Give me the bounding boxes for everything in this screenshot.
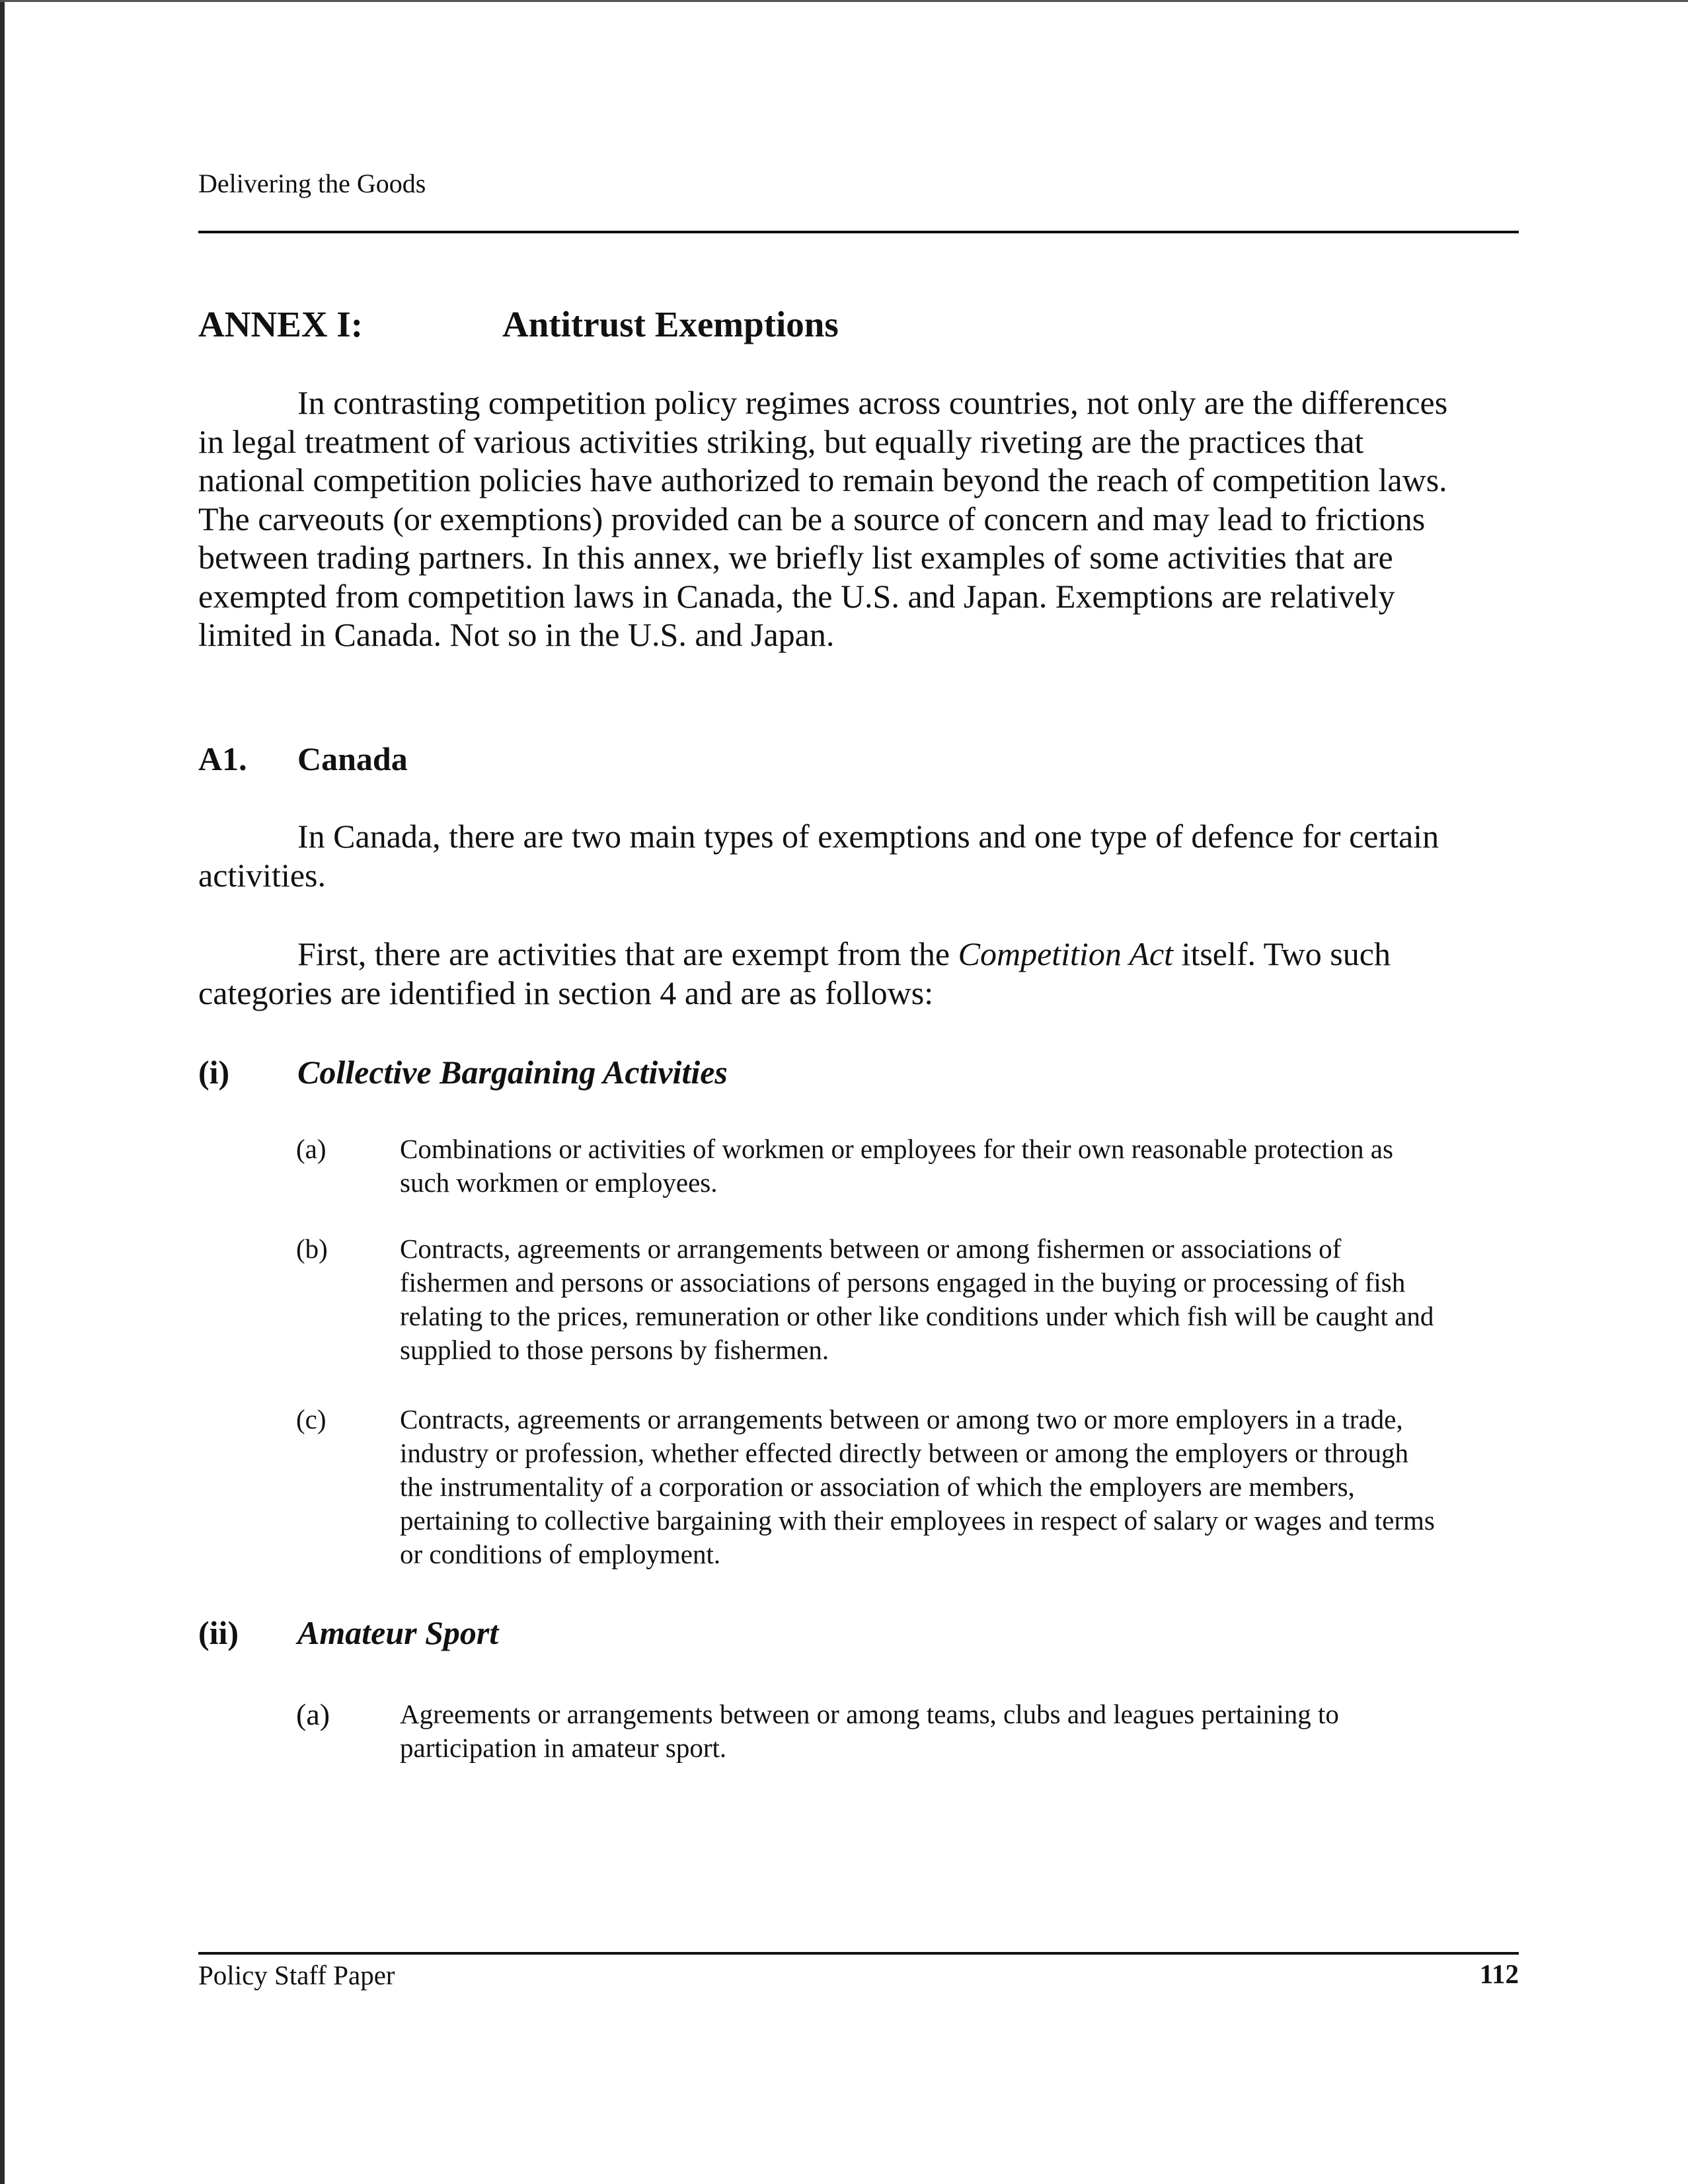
paragraph-line: activities. (198, 856, 326, 894)
annex-heading (198, 302, 839, 347)
subsection-heading-i (198, 1052, 728, 1093)
item-line: pertaining to collective bargaining with their employees in respect of salary or wages and terms (400, 1505, 1435, 1536)
scan-border-left (0, 0, 5, 2184)
paragraph-line: exempted from competition laws in Canada, the U.S. and Japan. Exemptions are relatively (198, 577, 1395, 615)
item-text (400, 1403, 1435, 1571)
subsection-title: Amateur Sport (297, 1614, 499, 1651)
item-line: participation in amateur sport. (400, 1733, 727, 1763)
text-run: itself. Two such (1173, 935, 1391, 972)
paragraph-line: The carveouts (or exemptions) provided can be a source of concern and may lead to frictions (198, 500, 1426, 537)
header-rule (198, 231, 1519, 233)
paragraph-line: In contrasting competition policy regimes across countries, not only are the differences (297, 384, 1448, 421)
item-text (400, 1232, 1434, 1367)
item-line: supplied to those persons by fishermen. (400, 1335, 829, 1365)
paragraph-line: national competition policies have authorized to remain beyond the reach of competition laws. (198, 461, 1447, 498)
footer-rule (198, 1952, 1519, 1955)
item-line: or conditions of employment. (400, 1539, 721, 1569)
item-line: relating to the prices, remuneration or other like conditions under which fish will be caught and (400, 1301, 1434, 1331)
paragraph-line: between trading partners. In this annex, we briefly list examples of some activities that are (198, 539, 1393, 576)
item-line: Contracts, agreements or arrangements between or among two or more employers in a trade, (400, 1404, 1403, 1434)
canada-paragraph-1 (198, 817, 1520, 894)
item-letter: (a) (296, 1697, 330, 1731)
item-line: industry or profession, whether effected directly between or among the employers or through (400, 1438, 1409, 1468)
scan-border-top (0, 0, 1688, 2)
item-letter: (c) (296, 1404, 326, 1434)
item-letter: (b) (296, 1233, 328, 1264)
subsection-number: (ii) (198, 1614, 239, 1651)
paragraph-line: In Canada, there are two main types of exemptions and one type of defence for certain (297, 818, 1439, 855)
canada-paragraph-2 (198, 935, 1520, 1012)
paragraph-line: limited in Canada. Not so in the U.S. and Japan. (198, 616, 835, 653)
item-text (400, 1132, 1393, 1200)
paragraph-line: in legal treatment of various activities striking, but equally riveting are the practices that (198, 422, 1364, 460)
footer-publication: Policy Staff Paper (198, 1960, 395, 1990)
item-line: such workmen or employees. (400, 1167, 718, 1198)
running-header: Delivering the Goods (198, 169, 426, 198)
item-line: Contracts, agreements or arrangements between or among fishermen or associations of (400, 1233, 1342, 1264)
item-text (400, 1697, 1339, 1765)
subsection-heading-ii (198, 1612, 498, 1653)
annex-title: Antitrust Exemptions (502, 304, 839, 344)
paragraph-line (198, 935, 1520, 974)
act-name: Competition Act (958, 935, 1174, 972)
section-heading-a1 (198, 738, 408, 779)
item-line: the instrumentality of a corporation or association of which the employers are members, (400, 1471, 1355, 1502)
paragraph-line: categories are identified in section 4 and are as follows: (198, 974, 934, 1011)
subsection-title: Collective Bargaining Activities (297, 1054, 728, 1091)
intro-paragraph (198, 383, 1520, 654)
section-title: Canada (297, 740, 408, 777)
item-line: Agreements or arrangements between or among teams, clubs and leagues pertaining to (400, 1699, 1339, 1729)
item-line: fishermen and persons or associations of persons engaged in the buying or processing of fish (400, 1267, 1406, 1298)
page-number: 112 (1479, 1959, 1519, 1989)
subsection-number: (i) (198, 1054, 230, 1091)
item-letter: (a) (296, 1134, 326, 1164)
text-run: First, there are activities that are exempt from the (297, 935, 958, 972)
annex-label: ANNEX I: (198, 304, 364, 344)
item-line: Combinations or activities of workmen or employees for their own reasonable protection as (400, 1134, 1393, 1164)
section-label: A1. (198, 740, 247, 777)
